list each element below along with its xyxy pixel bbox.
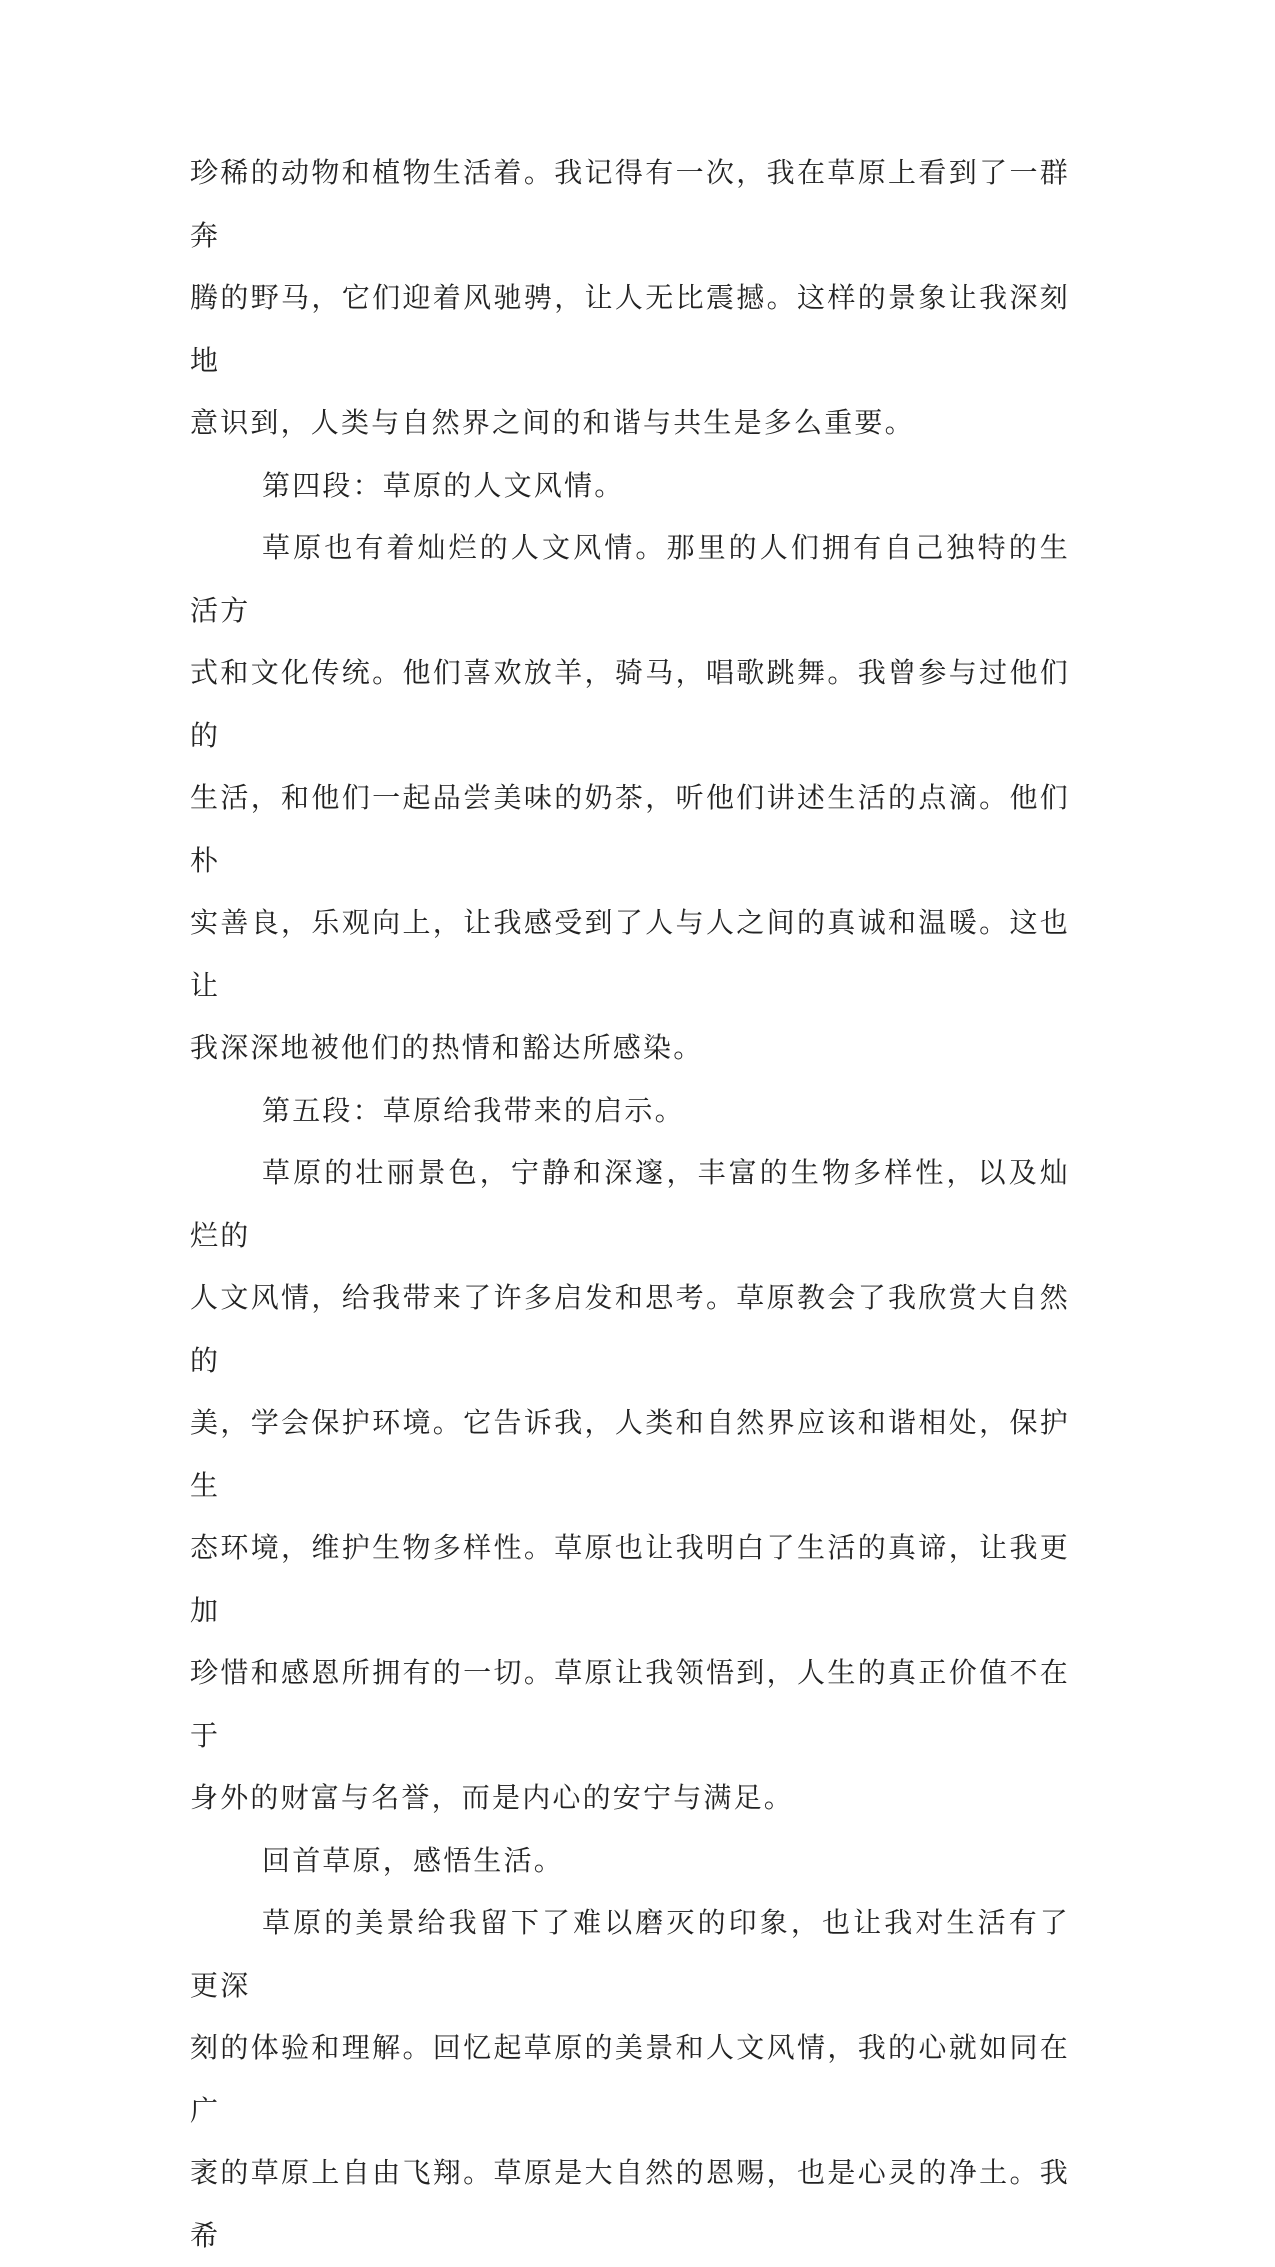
text-line: 意识到，人类与自然界之间的和谐与共生是多么重要。 — [190, 406, 915, 439]
text-line: 实善良，乐观向上，让我感受到了人与人之间的真诚和温暖。这也让 — [190, 906, 1070, 1002]
section-heading-5 — [190, 1080, 1070, 1143]
text-line: 珍惜和感恩所拥有的一切。草原让我领悟到，人生的真正价值不在于 — [190, 1656, 1070, 1752]
text-line: 草原的美景给我留下了难以磨灭的印象，也让我对生活有了更深 — [190, 1906, 1070, 2002]
paragraph-conclusion — [190, 1892, 1070, 2267]
body-text — [190, 142, 1070, 2267]
paragraph-wildlife-ending — [190, 142, 1070, 455]
heading-text: 第四段：草原的人文风情。 — [262, 468, 625, 502]
text-line: 珍稀的动物和植物生活着。我记得有一次，我在草原上看到了一群奔 — [190, 156, 1070, 252]
text-line: 草原也有着灿烂的人文风情。那里的人们拥有自己独特的生活方 — [190, 531, 1070, 627]
text-line: 我深深地被他们的热情和豁达所感染。 — [190, 1031, 704, 1064]
paragraph-inspiration — [190, 1142, 1070, 1830]
text-line: 袤的草原上自由飞翔。草原是大自然的恩赐，也是心灵的净土。我希 — [190, 2156, 1070, 2252]
text-line: 生活，和他们一起品尝美味的奶茶，听他们讲述生活的点滴。他们朴 — [190, 781, 1070, 877]
text-line: 美，学会保护环境。它告诉我，人类和自然界应该和谐相处，保护生 — [190, 1406, 1070, 1502]
section-heading-4 — [190, 455, 1070, 518]
paragraph-culture — [190, 517, 1070, 1080]
text-line: 刻的体验和理解。回忆起草原的美景和人文风情，我的心就如同在广 — [190, 2031, 1070, 2127]
text-line: 式和文化传统。他们喜欢放羊，骑马，唱歌跳舞。我曾参与过他们的 — [190, 656, 1070, 752]
heading-text: 第五段：草原给我带来的启示。 — [262, 1093, 685, 1127]
text-line: 身外的财富与名誉，而是内心的安宁与满足。 — [190, 1781, 795, 1814]
text-line: 人文风情，给我带来了许多启发和思考。草原教会了我欣赏大自然的 — [190, 1281, 1070, 1377]
heading-text: 回首草原，感悟生活。 — [262, 1843, 565, 1877]
text-line: 腾的野马，它们迎着风驰骋，让人无比震撼。这样的景象让我深刻地 — [190, 281, 1070, 377]
section-heading-reflection — [190, 1830, 1070, 1893]
text-line: 态环境，维护生物多样性。草原也让我明白了生活的真谛，让我更加 — [190, 1531, 1070, 1627]
text-line: 草原的壮丽景色，宁静和深邃，丰富的生物多样性，以及灿烂的 — [190, 1156, 1070, 1252]
